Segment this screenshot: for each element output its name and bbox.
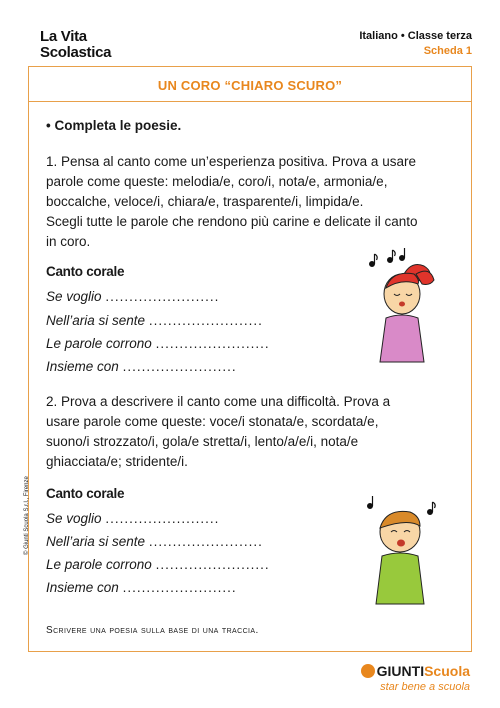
- sheet-label: Scheda 1: [423, 45, 472, 57]
- singing-boy-illustration: [364, 496, 444, 606]
- subject-label: Italiano • Classe terza: [359, 30, 472, 42]
- section2-paragraph: [46, 392, 456, 472]
- section1-line-3: boccalche, veloce/i, chiara/e, trasparente/i, limpida/e.: [46, 194, 364, 209]
- logo-line2: Scolastica: [40, 44, 112, 61]
- logo-line1: La Vita: [40, 28, 87, 45]
- section2-verse-4: [46, 580, 237, 595]
- section1-heading: Canto corale: [46, 264, 125, 279]
- verse-text: Nell’aria si sente: [46, 313, 146, 328]
- fill-in-dots: ........................: [122, 580, 237, 595]
- logo: [40, 29, 111, 61]
- section1-paragraph: [46, 152, 456, 252]
- section2-line-1: 2. Prova a descrivere il canto come una difficoltà. Prova a: [46, 394, 391, 409]
- section1-line-4: Scegli tutte le parole che rendono più carine e delicate il canto: [46, 214, 418, 229]
- verse-text: Le parole corrono: [46, 557, 152, 572]
- fill-in-dots: ........................: [155, 557, 270, 572]
- fill-in-dots: ........................: [148, 313, 263, 328]
- section1-line-1: 1. Pensa al canto come un’esperienza positiva. Prova a usare: [46, 154, 416, 169]
- section1-verse-1: [46, 289, 219, 304]
- fill-in-dots: ........................: [148, 534, 263, 549]
- brand-suffix: Scuola: [424, 663, 470, 679]
- fill-in-dots: ........................: [122, 359, 237, 374]
- section2-verse-1: [46, 511, 219, 526]
- verse-text: Le parole corrono: [46, 336, 152, 351]
- footer-note: Scrivere una poesia sulla base di una traccia.: [46, 625, 259, 636]
- section1-line-2: parole come queste: melodia/e, coro/i, nota/e, armonia/e,: [46, 174, 388, 189]
- brand-tagline: star bene a scuola: [380, 681, 470, 693]
- section1-verse-3: [46, 336, 270, 351]
- giunti-logo: [361, 663, 470, 679]
- section2-line-4: ghiacciata/e; stridente/i.: [46, 454, 188, 469]
- verse-text: Insieme con: [46, 580, 119, 595]
- verse-text: Se voglio: [46, 511, 102, 526]
- section2-verse-2: [46, 534, 263, 549]
- music-notes-icon: [370, 248, 405, 267]
- verse-text: Insieme con: [46, 359, 119, 374]
- fill-in-dots: ........................: [105, 289, 220, 304]
- giunti-logo-icon: [361, 664, 375, 678]
- header-info: [359, 29, 472, 59]
- section2-heading: Canto corale: [46, 486, 125, 501]
- fill-in-dots: ........................: [105, 511, 220, 526]
- section1-verse-4: [46, 359, 237, 374]
- instruction: • Completa le poesie.: [46, 118, 182, 133]
- section2-verse-3: [46, 557, 270, 572]
- worksheet-title: UN CORO “CHIARO SCURO”: [157, 78, 343, 93]
- title-divider: [28, 101, 472, 102]
- verse-text: Se voglio: [46, 289, 102, 304]
- section1-line-5: in coro.: [46, 234, 91, 249]
- fill-in-dots: ........................: [155, 336, 270, 351]
- verse-text: Nell’aria si sente: [46, 534, 146, 549]
- section2-line-2: usare parole come queste: voce/i stonata/e, scordata/e,: [46, 414, 379, 429]
- section1-verse-2: [46, 313, 263, 328]
- section2-line-3: suono/i strozzato/i, gola/e stretta/i, lento/a/e/i, nota/e: [46, 434, 359, 449]
- copyright-text: © Giunti Scuola S.r.l., Firenze: [24, 476, 30, 555]
- singing-girl-illustration: [364, 248, 444, 368]
- brand-name: GIUNTI: [376, 663, 425, 679]
